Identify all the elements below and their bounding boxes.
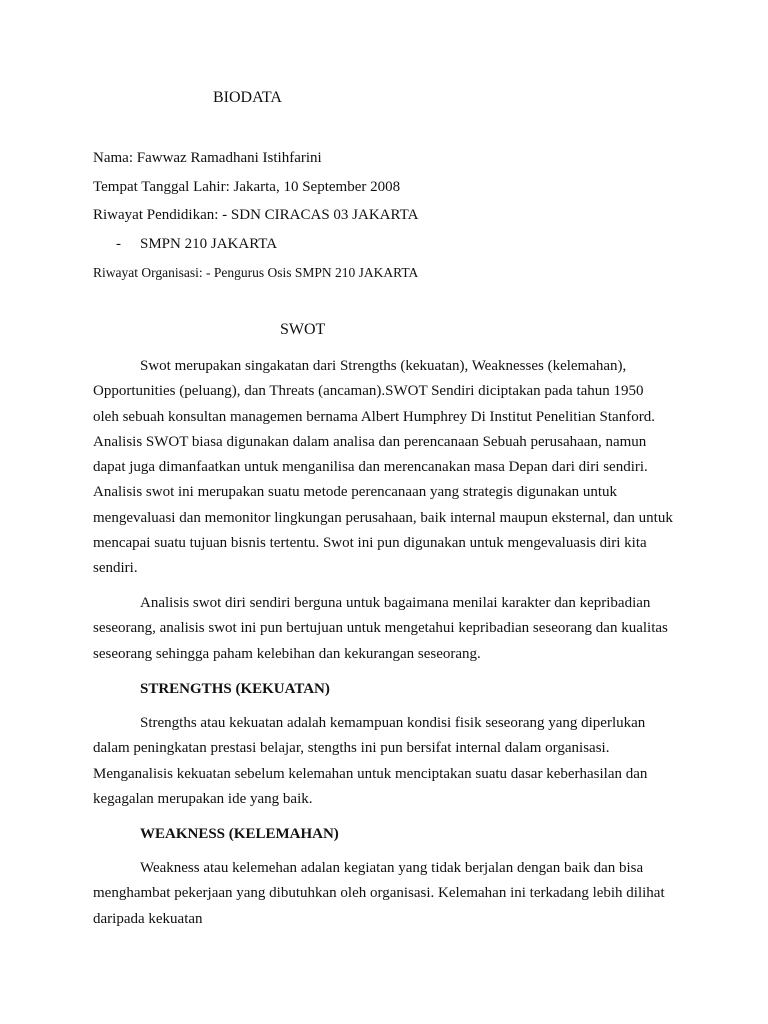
weakness-paragraph: Weakness atau kelemehan adalan kegiatan yang tidak berjalan dengan baik dan bisa menghambat pekerjaan yang dibutuhkan oleh organisasi. Kelemahan ini terkadang lebih dilihat daripada kekuatan <box>93 860 665 927</box>
nama-line: Nama: Fawwaz Ramadhani Istihfarini <box>93 150 322 166</box>
biodata-title: BIODATA <box>213 89 282 106</box>
strengths-paragraph: Strengths atau kekuatan adalah kemampuan kondisi fisik seseorang yang diperlukan dalam peningkatan prestasi belajar, stengths ini pun bersifat internal dalam organisasi. Menganalisis kekuatan sebelum kelemahan untuk menciptakan suatu dasar keberhasilan dan kegagalan merupakan ide yang baik. <box>93 715 648 807</box>
strengths-heading: STRENGTHS (KEKUATAN) <box>140 681 330 697</box>
pendidikan-item-2: SMPN 210 JAKARTA <box>140 236 278 252</box>
weakness-heading: WEAKNESS (KELEMAHAN) <box>140 826 339 842</box>
pendidikan-bullet-dash: - <box>116 236 121 252</box>
swot-paragraph-1: Swot merupakan singakatan dari Strengths (kekuatan), Weaknesses (kelemahan), Opportunities (peluang), dan Threats (ancaman).SWOT Sendiri diciptakan pada tahun 1950 oleh sebuah konsultan managemen bernama Albert Humphrey Di Institut Penelitian Stanford. Analisis SWOT biasa digunakan dalam analisa dan perencanaan Sebuah perusahaan, namun dapat juga dimanfaatkan untuk menganilisa dan merencanakan masa Depan dari diri sendiri. Analisis swot ini merupakan suatu metode perencanaan yang strategis digunakan untuk mengevaluasi dan memonitor lingkungan perusahaan, baik internal maupun eksternal, dan untuk mencapai suatu tujuan bisnis tertentu. Swot ini pun digunakan untuk mengevaluasis diri kita sendiri. <box>93 358 673 577</box>
swot-paragraph-2: Analisis swot diri sendiri berguna untuk bagaimana menilai karakter dan kepribadian seseorang, analisis swot ini pun bertujuan untuk mengetahui kepribadian seseorang dan kualitas seseorang sehingga paham kelebihan dan kekurangan seseorang. <box>93 595 668 662</box>
organisasi-line: Riwayat Organisasi: - Pengurus Osis SMPN 210 JAKARTA <box>93 265 419 280</box>
ttl-line: Tempat Tanggal Lahir: Jakarta, 10 September 2008 <box>93 179 401 195</box>
pendidikan-line: Riwayat Pendidikan: - SDN CIRACAS 03 JAKARTA <box>93 207 419 223</box>
swot-title: SWOT <box>280 321 326 338</box>
